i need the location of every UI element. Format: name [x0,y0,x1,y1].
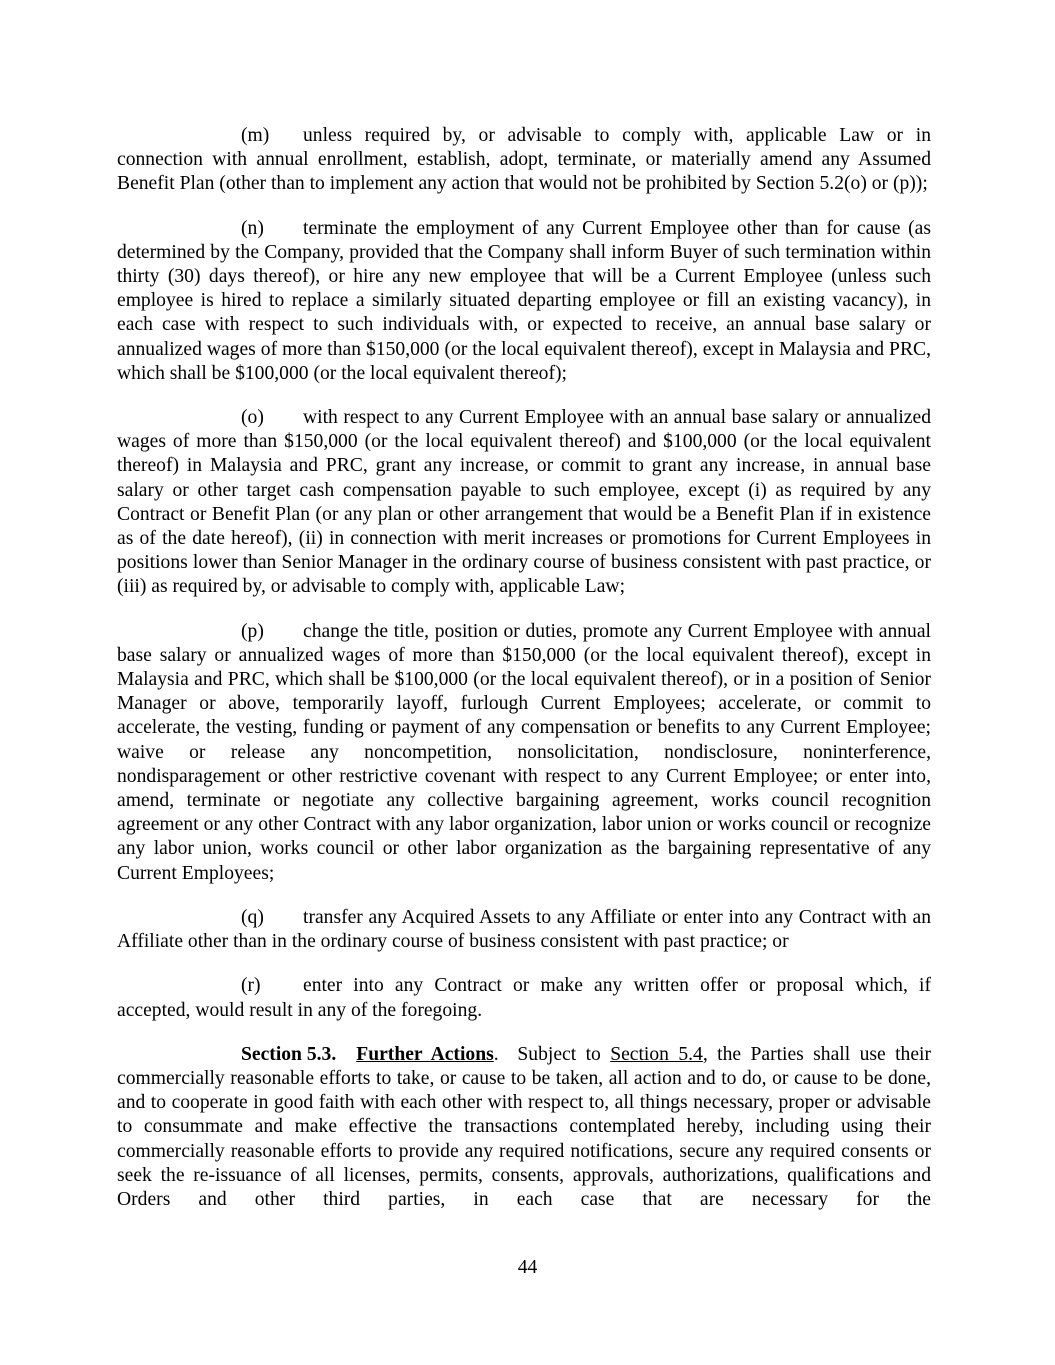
clause-r [117,974,931,1022]
clause-text: unless required by, or advisable to comply with, applicable Law or in connection with annual enrollment, establish, adopt, terminate, or materially amend any Assumed Benefit Plan (other than to implement any action that would not be prohibited by Section 5.2(o) or (p)); [117,125,931,195]
section-intro: Subject to [517,1043,601,1065]
clause-n [117,217,931,386]
clause-q [117,906,931,954]
clause-text: terminate the employment of any Current Employee other than for cause (as determined by the Company, provided that the Company shall inform Buyer of such termination within thirty (30) days thereof), or hire any new employee that will be a Current Employee (unless such employee is hired to replace a similarly situated departing employee or fill an existing vacancy), in each case with respect to such individuals with, or expected to receive, an annual base salary or annualized wages of more than $150,000 (or the local equivalent thereof), except in Malaysia and PRC, which shall be $100,000 (or the local equivalent thereof); [117,217,931,384]
section-body: , the Parties shall use their commercially reasonable efforts to take, or cause to be taken, all action and to do, or cause to be done, and to cooperate in good faith with each other with respect to, all things necessary, proper or advisable to consummate and make effective the transactions contemplated hereby, including using their commercially reasonable efforts to provide any required notifications, secure any required consents or seek the re-issuance of all licenses, permits, consents, approvals, authorizations, qualifications and Orders and other third parties, in each case that are necessary for the [117,1043,931,1210]
section-title-suffix: . [493,1043,499,1065]
clause-p [117,620,931,886]
clause-o [117,406,931,600]
section-number: Section 5.3. [241,1043,337,1065]
clause-text: enter into any Contract or make any written offer or proposal which, if accepted, would result in any of the foregoing. [117,975,931,1021]
clause-label: (q) [241,906,264,928]
document-page [117,124,931,1232]
section-title: Further Actions [356,1043,494,1065]
clause-text: change the title, position or duties, promote any Current Employee with annual base salary or annualized wages of more than $150,000 (or the local equivalent thereof), except in Malaysia and PRC, which shall be $100,000 (or the local equivalent thereof), or in a position of Senior Manager or above, temporarily layoff, furlough Current Employees; accelerate, or commit to accelerate, the vesting, funding or payment of any compensation or benefits to any Current Employee; waive or release any noncompetition, nonsolicitation, nondisclosure, noninterference, nondisparagement or other restrictive covenant with respect to any Current Employee; or enter into, amend, terminate or negotiate any collective bargaining agreement, works council recognition agreement or any other Contract with any labor organization, labor union or works council or recognize any labor union, works council or other labor organization as the bargaining representative of any Current Employees; [117,620,931,884]
clause-label: (n) [241,217,264,239]
clause-label: (o) [241,407,264,429]
clause-text: with respect to any Current Employee with an annual base salary or annualized wages of more than $150,000 (or the local equivalent thereof) and $100,000 (or the local equivalent thereof) in Malaysia and PRC, grant any increase, or commit to grant any increase, in annual base salary or other target cash compensation payable to such employee, except (i) as required by any Contract or Benefit Plan (or any plan or other arrangement that would be a Benefit Plan if in existence as of the date hereof), (ii) in connection with merit increases or promotions for Current Employees in positions lower than Senior Manager in the ordinary course of business consistent with past practice, or (iii) as required by, or advisable to comply with, applicable Law; [117,407,931,598]
section-5-3 [117,1043,931,1212]
clause-label: (r) [241,975,261,997]
section-reference-link[interactable]: Section 5.4 [610,1043,703,1065]
clause-m [117,124,931,197]
clause-label: (m) [241,125,270,146]
page-number: 44 [517,1257,538,1278]
clause-text: transfer any Acquired Assets to any Affiliate or enter into any Contract with an Affiliate other than in the ordinary course of business consistent with past practice; or [117,906,931,953]
clause-label: (p) [241,620,264,642]
